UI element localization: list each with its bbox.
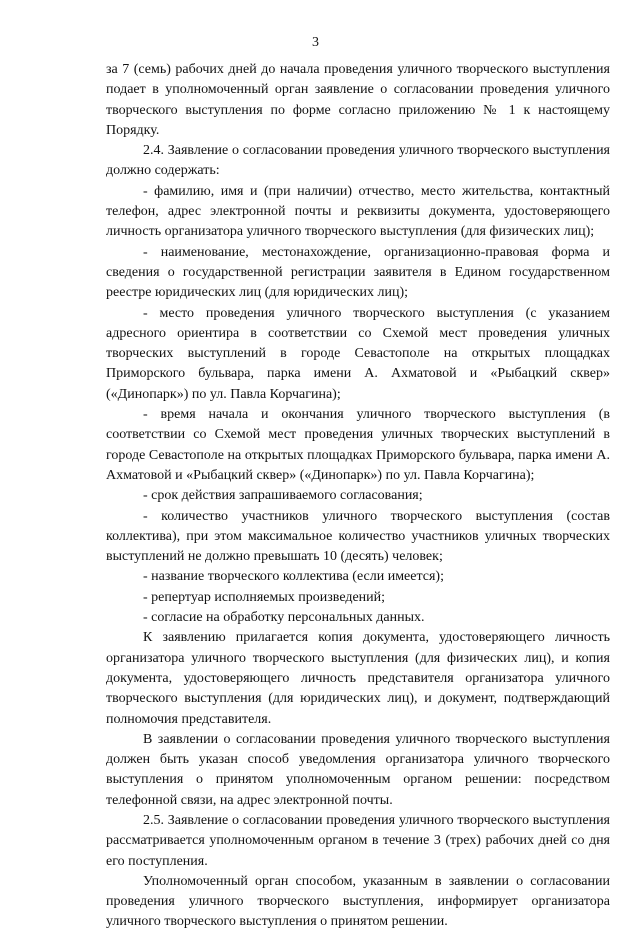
list-item-collective-name: - название творческого коллектива (если имеется); [143, 569, 444, 585]
document-body [106, 60, 610, 933]
paragraph-section-2-5: 2.5. Заявление о согласовании проведения уличного творческого выступления рассматривается уполномоченным органом в течение 3 (трех) рабочих дней со дня его поступления. [106, 812, 610, 869]
paragraph-section-2-4: 2.4. Заявление о согласовании проведения уличного творческого выступления должно содержать: [106, 143, 610, 179]
paragraph-notification-method: В заявлении о согласовании проведения уличного творческого выступления должен быть указан способ уведомления организатора уличного творческого выступления о принятом уполномоченным органом решении: посредством телефонной связи, на адрес электронной почты. [106, 731, 610, 808]
list-item-participants: - количество участников уличного творческого выступления (состав коллектива), при этом максимальное количество участников уличных творческих выступлений не должно превышать 10 (десять) человек; [106, 508, 610, 565]
list-item-time: - время начала и окончания уличного творческого выступления (в соответствии со Схемой мест проведения уличных творческих выступлений в городе Севастополе на открытых площадках Приморского бульвара, парка имени А. Ахматовой и «Рыбацкий сквер» («Динопарк») по ул. Павла Корчагина); [106, 407, 610, 483]
list-item-consent: - согласие на обработку персональных данных. [143, 610, 425, 626]
list-item-legal-entity: - наименование, местонахождение, организационно-правовая форма и сведения о государственной регистрации заявителя в Едином государственном реестре юридических лиц (для юридических лиц); [106, 244, 610, 301]
list-item-personal-data: - фамилию, имя и (при наличии) отчество, место жительства, контактный телефон, адрес электронной почты и реквизиты документа, удостоверяющего личность организатора уличного творческого выступления (для физических лиц); [106, 183, 610, 240]
paragraph-attachments: К заявлению прилагается копия документа, удостоверяющего личность организатора уличного творческого выступления (для физических лиц), и копия документа, удостоверяющего личность представителя организатора уличного творческого выступления (для юридических лиц), и документ, подтверждающий полномочия представителя. [106, 630, 610, 727]
list-item-repertoire: - репертуар исполняемых произведений; [143, 589, 386, 605]
paragraph-continuation: за 7 (семь) рабочих дней до начала проведения уличного творческого выступления подает в уполномоченный орган заявление о согласовании проведения уличного творческого выступления по форме согласно приложению № 1 к настоящему Порядку. [106, 62, 610, 138]
list-item-location: - место проведения уличного творческого выступления (с указанием адресного ориентира в соответствии со Схемой мест проведения уличных творческих выступлений в городе Севастополе на открытых площадках Приморского бульвара, парка имени А. Ахматовой и «Рыбацкий сквер» («Динопарк») по ул. Павла Корчагина); [106, 305, 610, 402]
list-item-term: - срок действия запрашиваемого согласования; [143, 488, 423, 504]
page-number: 3 [312, 35, 319, 50]
paragraph-decision-notice: Уполномоченный орган способом, указанным в заявлении о согласовании проведения уличного творческого выступления, информирует организатора уличного творческого выступления о принятом решении. [106, 873, 610, 930]
